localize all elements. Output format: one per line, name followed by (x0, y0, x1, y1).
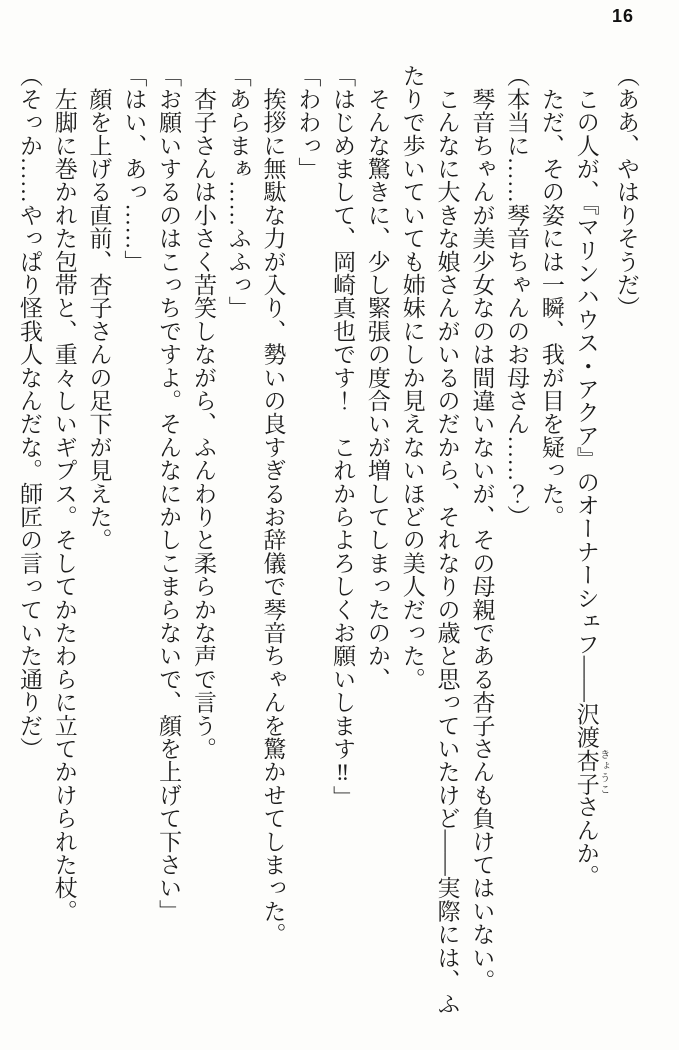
text-column: この人が、『マリンハウス・アクア』のオーナーシェフ――沢渡杏子 きょうこさんか。 (573, 64, 609, 888)
text-column: 顔を上げる直前、杏子さんの足下が見えた。 (86, 64, 112, 552)
text-column: （本当に……琴音ちゃんのお母さん……？） (504, 64, 530, 528)
text-column: 「お願いするのはこっちですよ。そんなにかしこまらないで、顔を上げて下さい」 (156, 64, 182, 923)
text-column: 左脚に巻かれた包帯と、重々しいギプス。そしてかたわらに立てかけられた杖。 (51, 64, 77, 923)
text-column: 「はい、あっ……」 (121, 64, 147, 273)
text-column: ただ、その姿には一瞬、我が目を疑った。 (538, 64, 564, 528)
ruby-annotation: 杏子 きょうこ (573, 748, 609, 795)
text-column: こんなに大きな娘さんがいるのだから、それなりの歳と思っていたけど――実際には、ふ (434, 64, 460, 1016)
text-column: （そっか……やっぱり怪我人なんだな。師匠の言っていた通りだ） (16, 64, 42, 760)
text-column: 「はじめまして、岡崎真也です！ これからよろしくお願いします‼」 (330, 64, 356, 809)
text-column: （ああ、やはりそうだ） (614, 64, 639, 320)
page-number: 16 (611, 6, 635, 26)
text-column: 「わわっ」 (295, 64, 321, 180)
vertical-text-area (11, 64, 643, 1016)
text-column: たりで歩いていても姉妹にしか見えないほどの美人だった。 (399, 64, 425, 691)
text-column: そんな驚きに、少し緊張の度合いが増してしまったのか、 (364, 64, 390, 691)
text-column: 挨拶に無駄な力が入り、勢いの良すぎるお辞儀で琴音ちゃんを驚かせてしまった。 (260, 64, 286, 946)
furigana-text: きょうこ (597, 748, 609, 795)
text-column: 杏子さんは小さく苦笑しながら、ふんわりと柔らかな声で言う。 (190, 64, 216, 760)
text-column: 「あらまぁ……ふふっ」 (225, 64, 251, 320)
text-column: 琴音ちゃんが美少女なのは間違いないが、その母親である杏子さんも負けてはいない。 (469, 64, 495, 992)
